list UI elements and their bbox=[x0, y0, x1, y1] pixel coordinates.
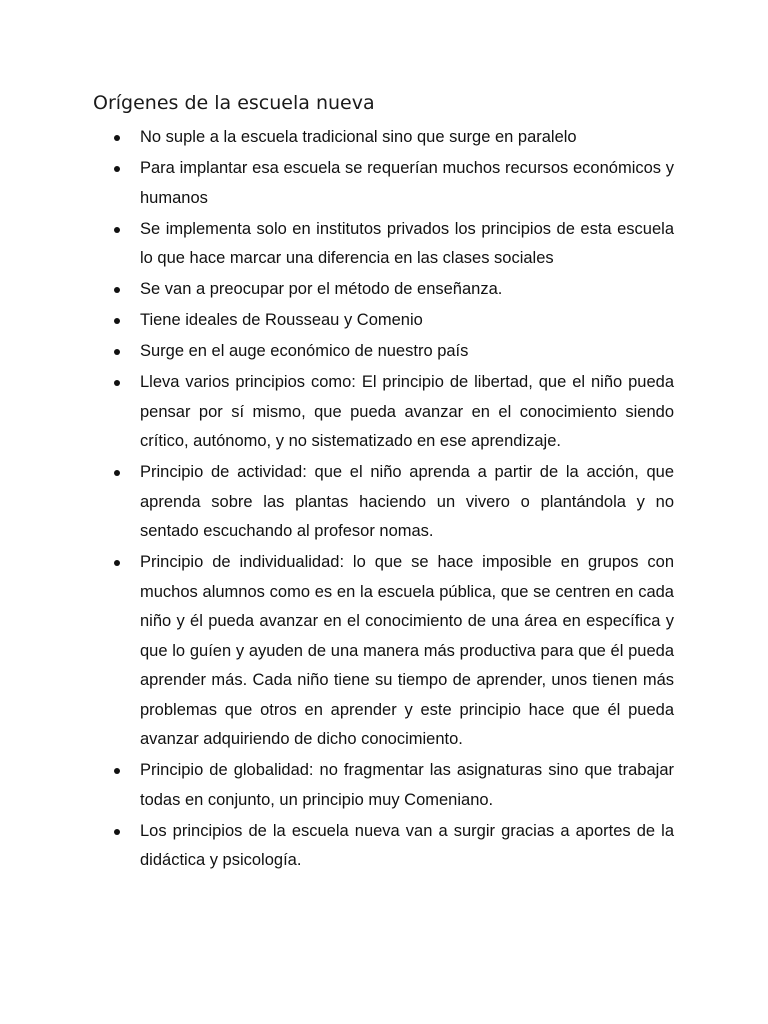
list-item bbox=[0, 306, 768, 336]
bullet-dot-icon bbox=[114, 349, 120, 355]
list-item bbox=[0, 756, 768, 815]
list-item bbox=[0, 817, 768, 876]
list-item bbox=[0, 275, 768, 305]
list-item bbox=[0, 337, 768, 367]
bullet-dot-icon bbox=[114, 227, 120, 233]
list-item bbox=[0, 368, 768, 457]
list-item-text: No suple a la escuela tradicional sino que surge en paralelo bbox=[140, 128, 577, 146]
bullet-list bbox=[0, 123, 768, 877]
list-item bbox=[0, 215, 768, 274]
list-item-text: Lleva varios principios como: El principio de libertad, que el niño pueda pensar por sí mismo, que pueda avanzar en el conocimiento siendo crítico, autónomo, y no sistematizado en ese aprendizaje. bbox=[140, 373, 674, 450]
list-item bbox=[0, 548, 768, 755]
list-item-text: Los principios de la escuela nueva van a surgir gracias a aportes de la didáctica y psicología. bbox=[140, 821, 674, 869]
bullet-dot-icon bbox=[114, 166, 120, 172]
bullet-dot-icon bbox=[114, 287, 120, 293]
list-item bbox=[0, 458, 768, 547]
bullet-dot-icon bbox=[114, 768, 120, 774]
list-item-text: Se implementa solo en institutos privados los principios de esta escuela lo que hace marcar una diferencia en las clases sociales bbox=[140, 219, 674, 267]
bullet-dot-icon bbox=[114, 380, 120, 386]
page-title: Orígenes de la escuela nueva bbox=[93, 92, 375, 114]
list-item-text: Principio de actividad: que el niño aprenda a partir de la acción, que aprenda sobre las plantas haciendo un vivero o plantándola y no sentado escuchando al profesor nomas. bbox=[140, 463, 674, 540]
list-item-text: Principio de individualidad: lo que se hace imposible en grupos con muchos alumnos como es en la escuela pública, que se centren en cada niño y él pueda avanzar en el conocimiento de una área en específica y que lo guíen y ayuden de una manera más productiva para que él pueda aprender más. Cada niño tiene su tiempo de aprender, unos tienen más problemas que otros en aprender y este principio hace que él pueda avanzar adquiriendo de dicho conocimiento. bbox=[140, 553, 674, 748]
list-item-text: Tiene ideales de Rousseau y Comenio bbox=[140, 311, 423, 329]
list-item-text: Principio de globalidad: no fragmentar las asignaturas sino que trabajar todas en conjunto, un principio muy Comeniano. bbox=[140, 761, 674, 809]
list-item bbox=[0, 154, 768, 213]
bullet-dot-icon bbox=[114, 135, 120, 141]
bullet-dot-icon bbox=[114, 829, 120, 835]
list-item-text: Surge en el auge económico de nuestro país bbox=[140, 342, 469, 360]
bullet-dot-icon bbox=[114, 318, 120, 324]
list-item-text: Se van a preocupar por el método de enseñanza. bbox=[140, 280, 503, 298]
list-item-text: Para implantar esa escuela se requerían muchos recursos económicos y humanos bbox=[140, 159, 674, 207]
bullet-dot-icon bbox=[114, 470, 120, 476]
bullet-dot-icon bbox=[114, 560, 120, 566]
list-item bbox=[0, 123, 768, 153]
